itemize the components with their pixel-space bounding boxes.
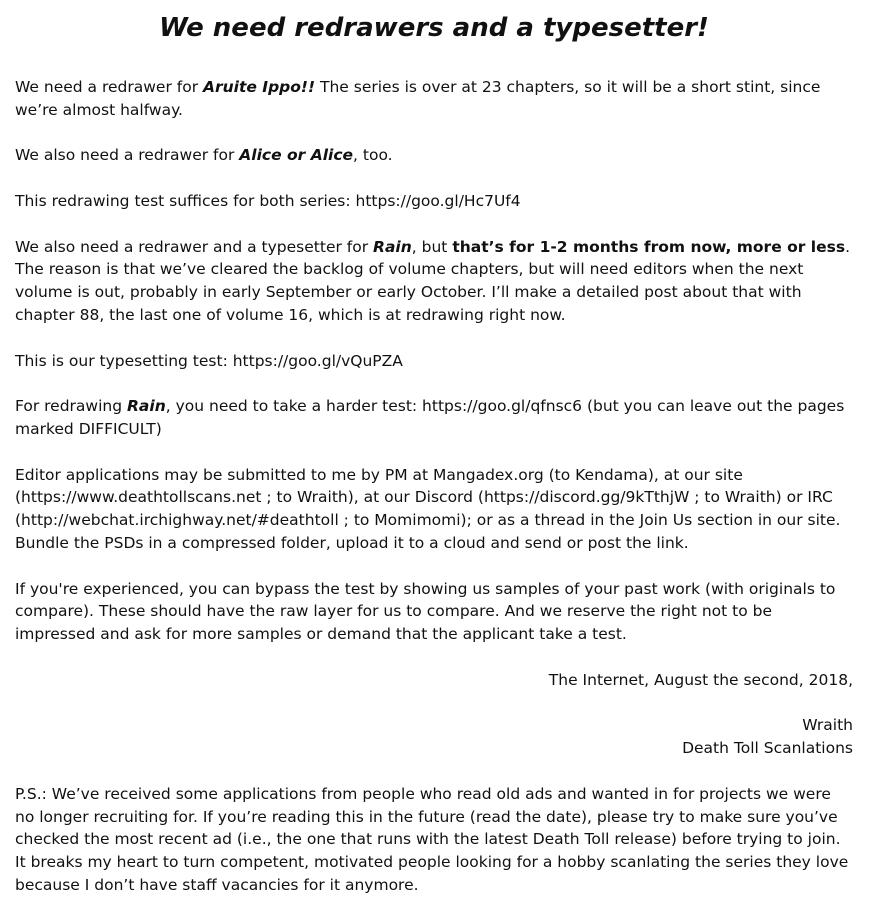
signature [15,714,853,760]
paragraph-alice-or-alice: We also need a redrawer for Alice or Alice, too. [15,146,393,165]
paragraph-experienced: If you're experienced, you can bypass the test by showing us samples of your past work (with originals to compare). These should have the raw layer for us to compare. And we reserve the right not to be impressed and ask for more samples or demand that the applicant take a test. [15,579,836,644]
series-name: Rain [127,397,166,416]
postscript: P.S.: We’ve received some applications from people who read old ads and wanted in for projects we were no longer recruiting for. If you’re reading this in the future (read the date), please try to make sure you’ve checked the most recent ad (i.e., the one that runs with the latest Death Toll release) before trying to join. It breaks my heart to turn competent, motivated people looking for a hobby scanlating the series they love because I don’t have staff vacancies for it anymore. [15,784,849,894]
timeframe-emphasis: that’s for 1-2 months from now, more or less [452,237,846,256]
paragraph-redrawing-test: This redrawing test suffices for both series: https://goo.gl/Hc7Uf4 [15,191,521,210]
paragraph-rain-recruitment: We also need a redrawer and a typesetter for Rain, but that’s for 1-2 months from now, more or less. The reason is that we’ve cleared the backlog of volume chapters, but will need editors when the next volume is out, probably in early September or early October. I’ll make a detailed post about that with chapter 88, the last one of volume 16, which is at redrawing right now. [15,237,851,324]
series-name: Aruite Ippo!! [203,78,316,96]
paragraph-rain-redrawing-test: For redrawing Rain, you need to take a harder test: https://goo.gl/qfnsc6 (but you can leave out the pages marked DIFFICULT) [15,397,845,438]
dateline: The Internet, August the second, 2018, [548,670,853,689]
signature-name: Wraith [802,716,853,735]
announcement-body [15,76,853,897]
paragraph-typesetting-test: This is our typesetting test: https://goo.gl/vQuPZA [15,351,403,370]
paragraph-aruite-ippo: We need a redrawer for Aruite Ippo!! The series is over at 23 chapters, so it will be a short stint, since we’re almost halfway. [15,78,821,119]
page-title: We need redrawers and a typesetter! [159,13,709,43]
signature-group: Death Toll Scanlations [682,739,853,758]
series-name: Rain [373,237,412,256]
paragraph-applications: Editor applications may be submitted to me by PM at Mangadex.org (to Kendama), at our site (https://www.deathtollscans.net ; to Wraith), at our Discord (https://discord.gg/9kTthjW ; to Wraith) or IRC (http://webchat.irchighway.net/#deathtoll ; to Momimomi); or as a thread in the Join Us section in our site. Bundle the PSDs in a compressed folder, upload it to a cloud and send or post the link. [15,465,841,552]
series-name: Alice or Alice [239,146,354,165]
